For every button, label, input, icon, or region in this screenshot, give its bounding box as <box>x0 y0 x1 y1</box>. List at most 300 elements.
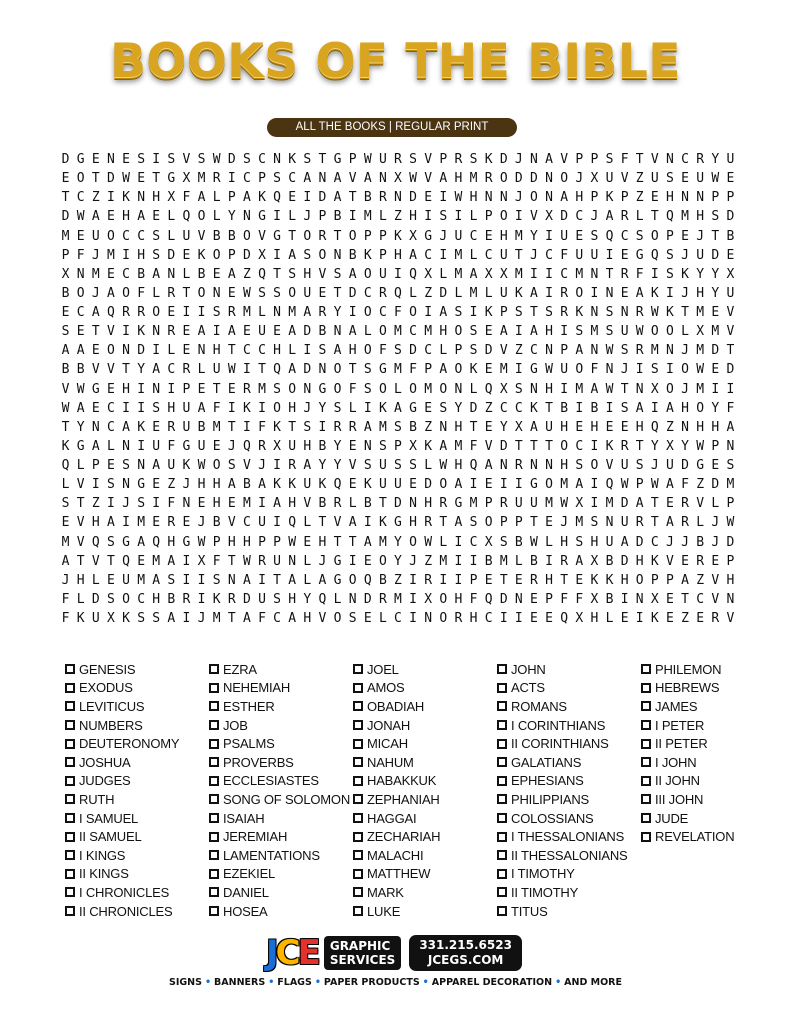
word-list-item[interactable] <box>353 679 497 698</box>
grid-letter: H <box>303 266 312 282</box>
grid-letter: N <box>167 266 176 282</box>
grid-letter: O <box>288 381 297 397</box>
grid-letter: T <box>469 419 478 435</box>
checkbox-icon[interactable] <box>209 813 219 823</box>
word-list-item[interactable] <box>497 865 641 884</box>
grid-letter: I <box>182 611 191 627</box>
bullet-icon: • <box>268 977 275 988</box>
checkbox-icon[interactable] <box>353 776 363 786</box>
checkbox-icon[interactable] <box>497 757 507 767</box>
grid-letter: U <box>499 247 508 263</box>
word-list-item[interactable] <box>65 865 209 884</box>
grid-letter: O <box>530 190 538 206</box>
word-list-item[interactable] <box>209 865 353 884</box>
grid-letter: U <box>258 515 266 531</box>
word-list-item[interactable] <box>65 809 209 828</box>
word-list-item[interactable] <box>497 790 641 809</box>
grid-letter: E <box>424 400 433 416</box>
grid-letter: K <box>137 324 146 340</box>
grid-letter: J <box>122 496 130 512</box>
word-label: I JOHN <box>655 754 697 770</box>
grid-letter: B <box>363 190 372 206</box>
grid-letter: Y <box>530 228 538 244</box>
grid-letter: S <box>61 496 70 512</box>
checkbox-icon[interactable] <box>209 776 219 786</box>
word-list-item[interactable] <box>353 753 497 772</box>
grid-letter: J <box>650 458 659 474</box>
checkbox-icon[interactable] <box>65 813 75 823</box>
word-list-item[interactable] <box>641 679 785 698</box>
grid-letter: C <box>288 171 297 187</box>
grid-letter: S <box>167 152 176 168</box>
checkbox-icon[interactable] <box>353 869 363 879</box>
checkbox-icon[interactable] <box>497 720 507 730</box>
grid-letter: M <box>61 534 70 550</box>
checkbox-icon[interactable] <box>353 813 363 823</box>
grid-letter: T <box>61 190 70 206</box>
checkbox-icon[interactable] <box>641 757 651 767</box>
grid-letter: R <box>288 458 297 474</box>
word-list-item[interactable] <box>65 846 209 865</box>
grid-row <box>58 207 738 226</box>
checkbox-icon[interactable] <box>353 794 363 804</box>
grid-letter: E <box>726 247 735 263</box>
grid-letter: R <box>424 515 433 531</box>
grid-letter: P <box>666 228 674 244</box>
grid-letter: C <box>242 515 251 531</box>
word-list-item[interactable] <box>353 660 497 679</box>
checkbox-icon[interactable] <box>209 683 219 693</box>
grid-letter: Y <box>696 266 705 282</box>
grid-letter: H <box>545 324 553 340</box>
grid-letter: N <box>333 324 342 340</box>
grid-letter: S <box>620 400 629 416</box>
grid-letter: E <box>318 285 327 301</box>
word-list-item[interactable] <box>641 660 785 679</box>
grid-letter: G <box>454 496 463 512</box>
grid-letter: K <box>650 285 659 301</box>
word-list-item[interactable] <box>497 753 641 772</box>
word-list-item[interactable] <box>497 716 641 735</box>
grid-letter: G <box>258 209 266 225</box>
checkbox-icon[interactable] <box>209 739 219 749</box>
grid-letter: Q <box>333 477 342 493</box>
word-label: II SAMUEL <box>79 829 142 845</box>
grid-letter: A <box>620 534 629 550</box>
word-list-item[interactable] <box>209 697 353 716</box>
bullet-icon: • <box>204 977 212 988</box>
grid-letter: C <box>258 343 266 359</box>
word-list-item[interactable] <box>209 660 353 679</box>
grid-letter: X <box>514 419 523 435</box>
checkbox-icon[interactable] <box>209 887 219 897</box>
checkbox-icon[interactable] <box>641 813 651 823</box>
checkbox-icon[interactable] <box>65 869 75 879</box>
word-list-item[interactable] <box>497 679 641 698</box>
grid-letter: H <box>620 572 629 588</box>
checkbox-icon[interactable] <box>497 701 507 711</box>
word-label: JOEL <box>367 661 399 677</box>
grid-letter: E <box>227 496 236 512</box>
grid-letter: D <box>348 285 357 301</box>
grid-letter: A <box>545 152 553 168</box>
grid-letter: T <box>227 611 236 627</box>
checkbox-icon[interactable] <box>497 794 507 804</box>
grid-letter: G <box>122 534 130 550</box>
grid-letter: C <box>167 362 176 378</box>
grid-letter: P <box>545 591 553 607</box>
grid-letter: I <box>635 611 644 627</box>
grid-letter: L <box>76 591 85 607</box>
grid-letter: K <box>575 305 584 321</box>
checkbox-icon[interactable] <box>209 757 219 767</box>
grid-letter: E <box>91 152 100 168</box>
grid-letter: S <box>167 572 176 588</box>
word-label: II TIMOTHY <box>511 884 579 900</box>
grid-letter: K <box>76 611 85 627</box>
grid-letter: H <box>469 611 478 627</box>
checkbox-icon[interactable] <box>65 683 75 693</box>
word-list-item[interactable] <box>209 772 353 791</box>
grid-letter: R <box>620 209 629 225</box>
checkbox-icon[interactable] <box>353 720 363 730</box>
word-list-item[interactable] <box>353 809 497 828</box>
word-list-item[interactable] <box>209 716 353 735</box>
grid-letter: H <box>212 343 221 359</box>
grid-letter: N <box>726 438 735 454</box>
checkbox-icon[interactable] <box>209 869 219 879</box>
grid-letter: N <box>696 190 705 206</box>
checkbox-icon[interactable] <box>497 739 507 749</box>
word-list-item[interactable] <box>209 790 353 809</box>
grid-letter: H <box>635 553 644 569</box>
word-list-item[interactable] <box>497 772 641 791</box>
grid-letter: Q <box>469 458 478 474</box>
grid-letter: D <box>424 477 433 493</box>
grid-letter: M <box>681 209 689 225</box>
word-list-item[interactable] <box>65 716 209 735</box>
grid-letter: T <box>258 362 266 378</box>
grid-letter: Q <box>394 285 402 301</box>
grid-letter: I <box>122 400 130 416</box>
grid-letter: Q <box>650 419 659 435</box>
checkbox-icon[interactable] <box>65 776 75 786</box>
checkbox-icon[interactable] <box>641 832 651 842</box>
word-list-item[interactable] <box>65 772 209 791</box>
word-list-item[interactable] <box>209 883 353 902</box>
checkbox-icon[interactable] <box>353 739 363 749</box>
grid-row <box>58 150 738 169</box>
grid-letter: M <box>91 266 100 282</box>
word-list-item[interactable] <box>209 827 353 846</box>
grid-letter: U <box>530 496 538 512</box>
grid-letter: B <box>318 496 327 512</box>
word-list-item[interactable] <box>641 753 785 772</box>
word-list-item[interactable] <box>641 809 785 828</box>
word-list-item[interactable] <box>353 697 497 716</box>
word-list-item[interactable] <box>353 865 497 884</box>
word-list-item[interactable] <box>353 883 497 902</box>
word-list-item[interactable] <box>497 660 641 679</box>
grid-letter: F <box>469 591 478 607</box>
checkbox-icon[interactable] <box>641 683 651 693</box>
grid-letter: A <box>635 400 644 416</box>
word-list-item[interactable] <box>641 697 785 716</box>
word-list-item[interactable] <box>65 902 209 921</box>
word-list-item[interactable] <box>209 902 353 921</box>
checkbox-icon[interactable] <box>65 850 75 860</box>
grid-letter: F <box>258 419 266 435</box>
grid-letter: D <box>499 152 508 168</box>
grid-letter: X <box>696 324 705 340</box>
grid-letter: O <box>273 400 281 416</box>
grid-letter: V <box>605 458 614 474</box>
checkbox-icon[interactable] <box>641 794 651 804</box>
grid-letter: S <box>499 534 508 550</box>
grid-letter: Z <box>696 572 705 588</box>
word-list-item[interactable] <box>641 734 785 753</box>
grid-letter: U <box>620 324 629 340</box>
word-label: SONG OF SOLOMON <box>223 791 351 807</box>
grid-letter: I <box>514 324 523 340</box>
grid-letter: J <box>711 534 720 550</box>
word-list-item[interactable] <box>209 679 353 698</box>
grid-letter: M <box>424 324 433 340</box>
grid-letter: H <box>122 381 130 397</box>
checkbox-icon[interactable] <box>353 757 363 767</box>
word-list-item[interactable] <box>497 883 641 902</box>
grid-letter: J <box>711 515 720 531</box>
grid-letter: X <box>650 381 659 397</box>
checkbox-icon[interactable] <box>209 832 219 842</box>
word-list-item[interactable] <box>209 753 353 772</box>
checkbox-icon[interactable] <box>209 701 219 711</box>
grid-letter: U <box>212 362 221 378</box>
grid-letter: D <box>242 591 251 607</box>
grid-letter: O <box>454 362 463 378</box>
grid-letter: R <box>167 419 176 435</box>
grid-letter: A <box>106 285 115 301</box>
grid-letter: P <box>726 190 735 206</box>
checkbox-icon[interactable] <box>641 664 651 674</box>
word-list-item[interactable] <box>65 883 209 902</box>
checkbox-icon[interactable] <box>65 794 75 804</box>
grid-letter: O <box>318 247 327 263</box>
grid-letter: G <box>76 152 85 168</box>
checkbox-icon[interactable] <box>497 869 507 879</box>
grid-row <box>58 265 738 284</box>
word-list-item[interactable] <box>497 827 641 846</box>
grid-letter: C <box>484 611 493 627</box>
word-list-item[interactable] <box>65 679 209 698</box>
grid-letter: Y <box>333 305 342 321</box>
grid-letter: H <box>273 343 281 359</box>
grid-letter: L <box>454 285 463 301</box>
checkbox-icon[interactable] <box>65 720 75 730</box>
checkbox-icon[interactable] <box>641 776 651 786</box>
checkbox-icon[interactable] <box>209 720 219 730</box>
word-list-item[interactable] <box>353 716 497 735</box>
word-list-item[interactable] <box>641 716 785 735</box>
grid-letter: M <box>469 285 478 301</box>
word-list-item[interactable] <box>353 772 497 791</box>
grid-letter: M <box>212 419 221 435</box>
grid-letter: G <box>273 228 281 244</box>
grid-letter: X <box>484 534 493 550</box>
checkbox-icon[interactable] <box>65 757 75 767</box>
grid-letter: O <box>122 591 130 607</box>
grid-letter: N <box>152 381 161 397</box>
grid-letter: B <box>605 591 614 607</box>
grid-letter: A <box>439 171 448 187</box>
checkbox-icon[interactable] <box>497 664 507 674</box>
checkbox-icon[interactable] <box>353 683 363 693</box>
grid-letter: I <box>560 381 569 397</box>
word-label: MATTHEW <box>367 866 431 882</box>
grid-letter: Z <box>424 285 433 301</box>
word-list-item[interactable] <box>209 734 353 753</box>
word-list-item[interactable] <box>353 790 497 809</box>
word-list-item[interactable] <box>497 697 641 716</box>
word-list-item[interactable] <box>65 790 209 809</box>
grid-letter: A <box>560 190 569 206</box>
checkbox-icon[interactable] <box>65 887 75 897</box>
grid-letter: S <box>666 266 674 282</box>
grid-letter: P <box>514 515 523 531</box>
word-list-item[interactable] <box>497 809 641 828</box>
checkbox-icon[interactable] <box>497 683 507 693</box>
grid-letter: F <box>560 247 569 263</box>
grid-letter: P <box>91 458 100 474</box>
grid-letter: L <box>696 515 705 531</box>
word-label: MARK <box>367 884 404 900</box>
grid-letter: M <box>726 477 735 493</box>
grid-letter: S <box>514 381 523 397</box>
word-list-item[interactable] <box>497 902 641 921</box>
checkbox-icon[interactable] <box>353 701 363 711</box>
tagline-item: PAPER PRODUCTS <box>323 977 420 988</box>
grid-letter: F <box>409 362 417 378</box>
word-list-item[interactable] <box>641 790 785 809</box>
grid-letter: D <box>499 438 508 454</box>
checkbox-icon[interactable] <box>65 832 75 842</box>
grid-letter: P <box>620 190 629 206</box>
grid-letter: M <box>258 381 266 397</box>
grid-letter: R <box>258 438 266 454</box>
grid-letter: R <box>439 496 448 512</box>
grid-letter: V <box>348 458 357 474</box>
checkbox-icon[interactable] <box>65 701 75 711</box>
grid-letter: I <box>530 266 538 282</box>
word-list-item[interactable] <box>209 809 353 828</box>
grid-letter: O <box>560 438 569 454</box>
checkbox-icon[interactable] <box>209 664 219 674</box>
word-list-item[interactable] <box>65 697 209 716</box>
grid-letter: H <box>469 190 478 206</box>
word-list-item[interactable] <box>353 734 497 753</box>
grid-letter: P <box>590 152 599 168</box>
checkbox-icon[interactable] <box>641 720 651 730</box>
checkbox-icon[interactable] <box>497 832 507 842</box>
grid-letter: R <box>635 305 644 321</box>
grid-letter: K <box>61 438 70 454</box>
grid-letter: V <box>227 515 236 531</box>
grid-letter: S <box>409 458 417 474</box>
grid-letter: I <box>273 247 281 263</box>
checkbox-icon[interactable] <box>65 664 75 674</box>
word-list-item[interactable] <box>497 734 641 753</box>
checkbox-icon[interactable] <box>209 906 219 916</box>
checkbox-icon[interactable] <box>353 906 363 916</box>
grid-row <box>58 303 738 322</box>
grid-letter: J <box>182 477 191 493</box>
grid-letter: C <box>137 228 146 244</box>
word-list-item[interactable] <box>353 827 497 846</box>
logo-company-name <box>324 936 401 970</box>
checkbox-icon[interactable] <box>497 850 507 860</box>
word-list-item[interactable] <box>65 734 209 753</box>
grid-letter: O <box>696 400 705 416</box>
checkbox-icon[interactable] <box>353 850 363 860</box>
grid-letter: U <box>378 266 387 282</box>
word-list-item[interactable] <box>65 827 209 846</box>
checkbox-icon[interactable] <box>65 906 75 916</box>
word-list-item[interactable] <box>353 902 497 921</box>
checkbox-icon[interactable] <box>353 887 363 897</box>
grid-letter: H <box>197 477 206 493</box>
word-label: ROMANS <box>511 698 567 714</box>
checkbox-icon[interactable] <box>497 813 507 823</box>
checkbox-icon[interactable] <box>353 832 363 842</box>
word-list-item[interactable] <box>209 846 353 865</box>
word-list-item[interactable] <box>641 772 785 791</box>
grid-letter: S <box>469 343 478 359</box>
grid-letter: J <box>681 285 689 301</box>
grid-letter: H <box>318 534 327 550</box>
grid-letter: E <box>620 419 629 435</box>
checkbox-icon[interactable] <box>641 701 651 711</box>
grid-letter: I <box>514 611 523 627</box>
grid-letter: O <box>378 553 387 569</box>
checkbox-icon[interactable] <box>65 739 75 749</box>
checkbox-icon[interactable] <box>353 664 363 674</box>
grid-letter: C <box>620 228 629 244</box>
grid-letter: T <box>91 171 100 187</box>
grid-letter: L <box>439 266 448 282</box>
grid-letter: E <box>152 419 161 435</box>
word-list-item[interactable] <box>641 827 785 846</box>
checkbox-icon[interactable] <box>209 850 219 860</box>
word-list-item[interactable] <box>497 846 641 865</box>
grid-letter: I <box>91 477 100 493</box>
word-list-item[interactable] <box>65 753 209 772</box>
grid-letter: Z <box>424 553 433 569</box>
checkbox-icon[interactable] <box>641 739 651 749</box>
grid-letter: N <box>122 343 130 359</box>
checkbox-icon[interactable] <box>209 794 219 804</box>
grid-letter: Q <box>288 515 297 531</box>
checkbox-icon[interactable] <box>497 887 507 897</box>
grid-letter: I <box>303 343 312 359</box>
company-logo <box>266 934 522 972</box>
grid-letter: I <box>409 591 417 607</box>
checkbox-icon[interactable] <box>497 776 507 786</box>
grid-row <box>58 456 738 475</box>
checkbox-icon[interactable] <box>497 906 507 916</box>
grid-letter: T <box>378 496 387 512</box>
word-list-item[interactable] <box>65 660 209 679</box>
word-list-item[interactable] <box>353 846 497 865</box>
